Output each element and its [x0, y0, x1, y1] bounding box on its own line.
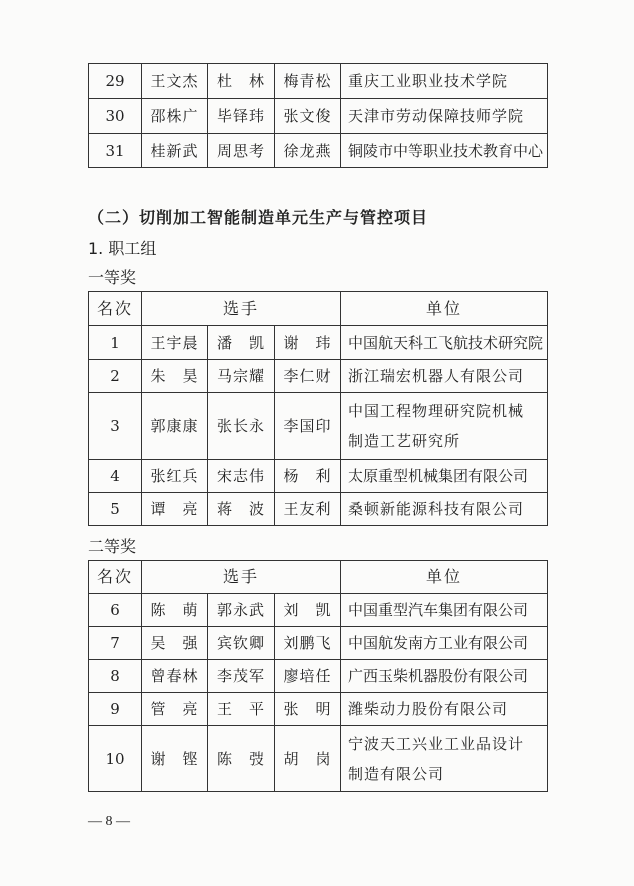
player-cell: 宾钦卿 — [208, 627, 275, 660]
player-cell: 陈 萌 — [142, 594, 208, 627]
player-cell: 张长永 — [208, 393, 275, 460]
unit-line: 宁波天工兴业工业品设计 — [348, 734, 525, 753]
player-cell: 王 平 — [208, 693, 275, 726]
player-cell: 蒋 波 — [208, 493, 275, 526]
rank-cell: 30 — [89, 99, 142, 134]
rank-cell: 2 — [89, 360, 142, 393]
player-cell: 杨 利 — [275, 460, 341, 493]
page-number: — 8 — — [88, 814, 130, 829]
unit-cell: 中国航天科工飞航技术研究院 — [341, 326, 548, 360]
player-cell: 毕铎玮 — [208, 99, 275, 134]
player-cell: 廖培任 — [275, 660, 341, 693]
second-prize-label: 二等奖 — [88, 537, 137, 556]
rank-header: 名次 — [89, 292, 142, 326]
player-cell: 陈 弢 — [208, 726, 275, 792]
player-cell: 郭永武 — [208, 594, 275, 627]
player-cell: 王宇晨 — [142, 326, 208, 360]
table-row — [89, 660, 548, 693]
player-cell: 朱 昊 — [142, 360, 208, 393]
unit-header: 单位 — [341, 561, 548, 594]
player-cell: 刘鹏飞 — [275, 627, 341, 660]
section-title: （二）切削加工智能制造单元生产与管控项目 — [88, 208, 429, 227]
table-row — [89, 627, 548, 660]
player-cell: 马宗耀 — [208, 360, 275, 393]
player-cell: 张文俊 — [275, 99, 341, 134]
player-cell: 王文杰 — [142, 64, 208, 99]
table-row — [89, 594, 548, 627]
table-row — [89, 360, 548, 393]
rank-cell: 1 — [89, 326, 142, 360]
table-row — [89, 493, 548, 526]
rank-cell: 9 — [89, 693, 142, 726]
unit-line: 中国工程物理研究院机械 — [348, 402, 525, 420]
table-row — [89, 693, 548, 726]
table-row — [89, 134, 548, 168]
table-row — [89, 726, 548, 792]
player-cell: 谢 铿 — [142, 726, 208, 792]
player-cell: 潘 凯 — [208, 326, 275, 360]
rank-cell: 10 — [89, 726, 142, 792]
unit-cell: 重庆工业职业技术学院 — [341, 64, 548, 99]
second-prize-table — [88, 560, 548, 792]
player-cell: 徐龙燕 — [275, 134, 341, 168]
player-cell: 郭康康 — [142, 393, 208, 460]
rank-cell: 31 — [89, 134, 142, 168]
rank-cell: 4 — [89, 460, 142, 493]
unit-cell: 桑顿新能源科技有限公司 — [341, 493, 548, 526]
first-prize-label: 一等奖 — [88, 268, 137, 287]
unit-cell: 中国重型汽车集团有限公司 — [341, 594, 548, 627]
table-row — [89, 99, 548, 134]
unit-line: 制造工艺研究所 — [348, 432, 461, 450]
player-cell: 邵株广 — [142, 99, 208, 134]
unit-cell: 广西玉柴机器股份有限公司 — [341, 660, 548, 693]
table-row — [89, 64, 548, 99]
table-row — [89, 326, 548, 360]
table-row — [89, 393, 548, 460]
unit-cell — [341, 393, 548, 460]
rank-cell: 7 — [89, 627, 142, 660]
top-table — [88, 63, 548, 168]
unit-cell: 太原重型机械集团有限公司 — [341, 460, 548, 493]
table-row — [89, 460, 548, 493]
unit-cell — [341, 726, 548, 792]
player-cell: 张 明 — [275, 693, 341, 726]
player-cell: 李茂军 — [208, 660, 275, 693]
rank-cell: 6 — [89, 594, 142, 627]
rank-header: 名次 — [89, 561, 142, 594]
unit-cell: 中国航发南方工业有限公司 — [341, 627, 548, 660]
players-header: 选手 — [142, 292, 341, 326]
player-cell: 梅青松 — [275, 64, 341, 99]
player-cell: 李仁财 — [275, 360, 341, 393]
first-prize-table — [88, 291, 548, 526]
rank-cell: 3 — [89, 393, 142, 460]
unit-cell: 浙江瑞宏机器人有限公司 — [341, 360, 548, 393]
player-cell: 谢 玮 — [275, 326, 341, 360]
group-title: 1. 职工组 — [88, 239, 157, 258]
player-cell: 周思考 — [208, 134, 275, 168]
player-cell: 管 亮 — [142, 693, 208, 726]
unit-header: 单位 — [341, 292, 548, 326]
unit-cell: 铜陵市中等职业技术教育中心 — [341, 134, 548, 168]
player-cell: 杜 林 — [208, 64, 275, 99]
player-cell: 宋志伟 — [208, 460, 275, 493]
player-cell: 桂新武 — [142, 134, 208, 168]
table-header-row — [89, 561, 548, 594]
rank-cell: 8 — [89, 660, 142, 693]
player-cell: 刘 凯 — [275, 594, 341, 627]
rank-cell: 5 — [89, 493, 142, 526]
player-cell: 胡 岗 — [275, 726, 341, 792]
unit-cell: 潍柴动力股份有限公司 — [341, 693, 548, 726]
table-header-row — [89, 292, 548, 326]
unit-cell: 天津市劳动保障技师学院 — [341, 99, 548, 134]
player-cell: 李国印 — [275, 393, 341, 460]
players-header: 选手 — [142, 561, 341, 594]
player-cell: 曾春林 — [142, 660, 208, 693]
player-cell: 张红兵 — [142, 460, 208, 493]
player-cell: 谭 亮 — [142, 493, 208, 526]
player-cell: 王友利 — [275, 493, 341, 526]
player-cell: 吴 强 — [142, 627, 208, 660]
rank-cell: 29 — [89, 64, 142, 99]
unit-line: 制造有限公司 — [348, 764, 445, 783]
